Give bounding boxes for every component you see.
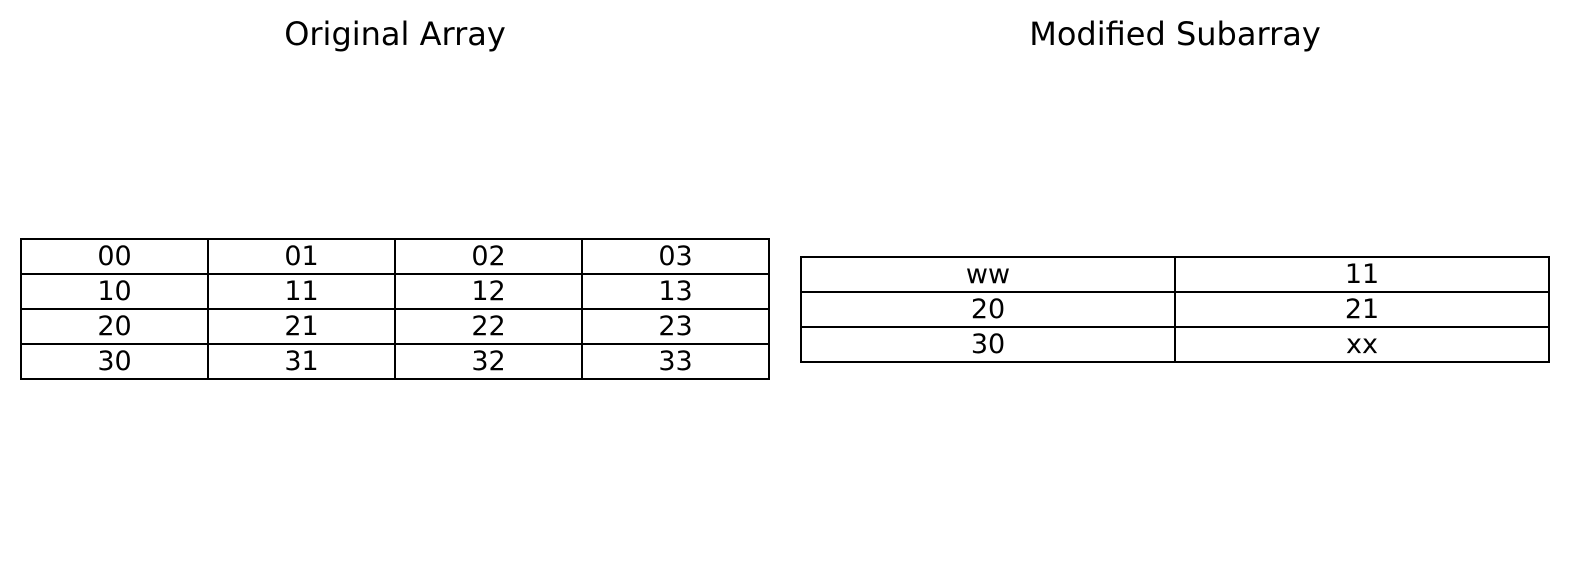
original-array-title: Original Array: [284, 15, 506, 53]
original-array-cell: 13: [582, 274, 769, 309]
original-array-row: [21, 274, 769, 309]
modified-subarray-cell: xx: [1175, 327, 1549, 362]
modified-subarray-cell: 20: [801, 292, 1175, 327]
original-array-cell: 10: [21, 274, 208, 309]
original-array-cell: 32: [395, 344, 582, 379]
original-array-cell: 11: [208, 274, 395, 309]
modified-subarray-row: [801, 257, 1549, 292]
original-array-cell: 20: [21, 309, 208, 344]
original-array-cell: 01: [208, 239, 395, 274]
modified-subarray-row: [801, 327, 1549, 362]
original-array-cell: 31: [208, 344, 395, 379]
original-array-cell: 00: [21, 239, 208, 274]
original-array-row: [21, 239, 769, 274]
modified-subarray-cell: 11: [1175, 257, 1549, 292]
original-array-cell: 21: [208, 309, 395, 344]
original-array-cell: 12: [395, 274, 582, 309]
modified-subarray-cell: ww: [801, 257, 1175, 292]
original-array-cell: 03: [582, 239, 769, 274]
original-array-row: [21, 309, 769, 344]
original-array-cell: 33: [582, 344, 769, 379]
modified-subarray-title: Modified Subarray: [1029, 15, 1321, 53]
original-array-row: [21, 344, 769, 379]
original-array-cell: 23: [582, 309, 769, 344]
original-array-cell: 22: [395, 309, 582, 344]
original-array-cell: 30: [21, 344, 208, 379]
modified-subarray-cell: 30: [801, 327, 1175, 362]
modified-subarray-cell: 21: [1175, 292, 1549, 327]
modified-subarray-row: [801, 292, 1549, 327]
modified-subarray-table: [800, 256, 1550, 363]
original-array-table: [20, 238, 770, 380]
original-array-cell: 02: [395, 239, 582, 274]
